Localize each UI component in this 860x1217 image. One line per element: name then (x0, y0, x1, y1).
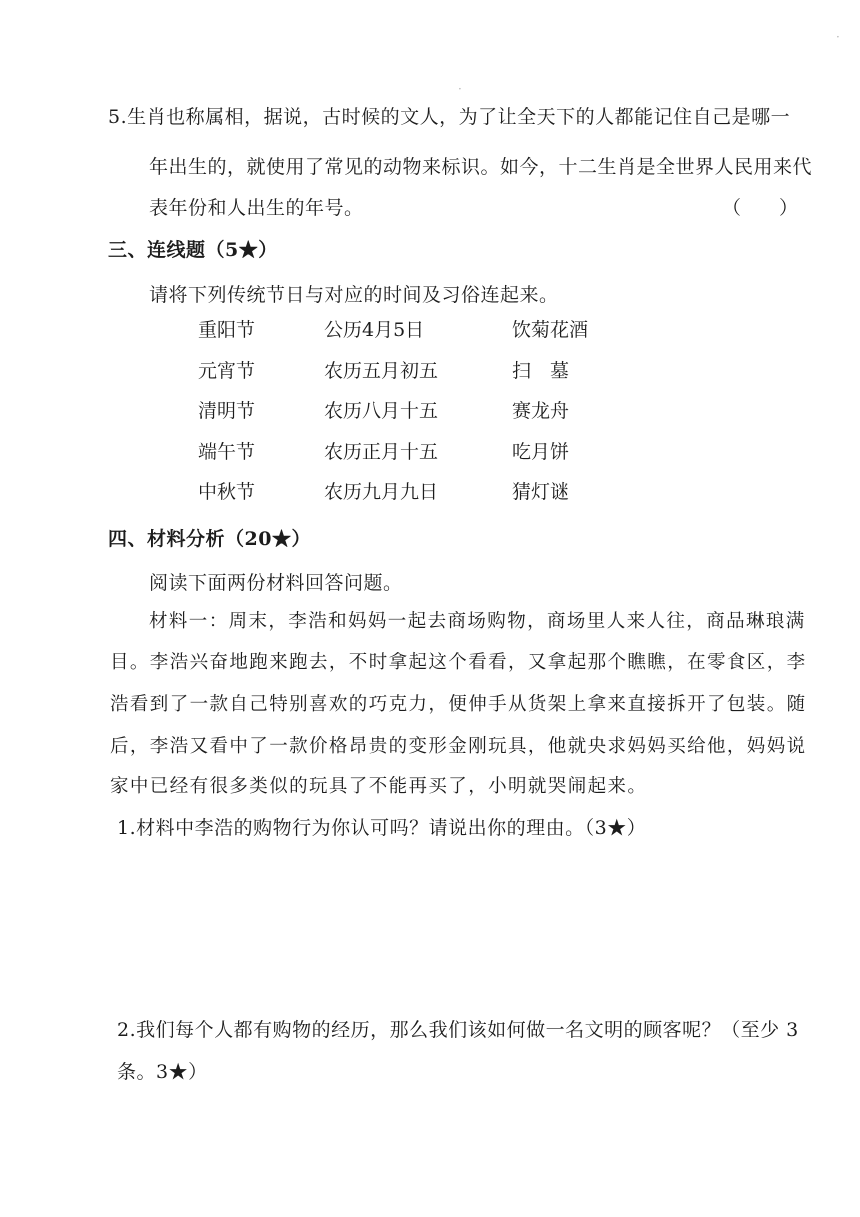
material-line: 目。李浩兴奋地跑来跑去，不时拿起这个看看，又拿起那个瞧瞧，在零食区，李 (110, 652, 807, 673)
q5-answer-paren: （ ） (722, 197, 799, 219)
custom-column (512, 310, 588, 513)
section4-intro: 阅读下面两份材料回答问题。 (149, 572, 403, 594)
section4-heading: 四、材料分析（20★） (108, 528, 311, 550)
date-item: 农历正月十五 (324, 440, 439, 463)
material-line: 家中已经有很多类似的玩具了不能再买了，小明就哭闹起来。 (110, 776, 648, 797)
date-item: 公历4月5日 (324, 319, 425, 341)
date-item: 农历五月初五 (324, 359, 439, 382)
q5-line-3: 表年份和人出生的年号。 (149, 197, 364, 219)
q5-line-1: 5.生肖也称属相，据说，古时候的文人，为了让全天下的人都能记住自己是哪一 (108, 106, 791, 128)
custom-item: 扫 墓 (512, 359, 570, 382)
festival-column (198, 310, 255, 513)
festival-item: 中秋节 (198, 481, 256, 503)
question-1: 1.材料中李浩的购物行为你认可吗？请说出你的理由。（3★） (117, 817, 647, 839)
material-line: 浩看到了一款自己特别喜欢的巧克力，便伸手从货架上拿来直接拆开了包装。随 (110, 694, 807, 715)
festival-item: 端午节 (198, 440, 256, 463)
scan-speck: · (458, 82, 462, 96)
festival-item: 重阳节 (198, 319, 256, 341)
section3-instruction: 请将下列传统节日与对应的时间及习俗连起来。 (149, 284, 559, 306)
date-item: 农历九月九日 (324, 481, 439, 503)
festival-item: 元宵节 (198, 359, 256, 382)
custom-item: 饮菊花酒 (512, 319, 589, 341)
scan-speck: · (836, 30, 840, 44)
material-line: 材料一：周末，李浩和妈妈一起去商场购物，商场里人来人往，商品琳琅满 (149, 611, 806, 632)
custom-item: 赛龙舟 (512, 400, 570, 422)
custom-item: 猜灯谜 (512, 481, 570, 503)
date-column (324, 310, 438, 513)
custom-item: 吃月饼 (512, 440, 570, 463)
material-line: 后，李浩又看中了一款价格昂贵的变形金刚玩具，他就央求妈妈买给他，妈妈说 (110, 736, 807, 757)
section3-heading: 三、连线题（5★） (108, 239, 278, 261)
q5-line-2: 年出生的，就使用了常见的动物来标识。如今，十二生肖是全世界人民用来代 (149, 156, 813, 178)
date-item: 农历八月十五 (324, 400, 439, 422)
question-2-line-1: 2.我们每个人都有购物的经历，那么我们该如何做一名文明的顾客呢？（至少 3 (117, 1019, 799, 1041)
question-2-line-2: 条。3★） (117, 1061, 208, 1083)
festival-item: 清明节 (198, 400, 256, 422)
